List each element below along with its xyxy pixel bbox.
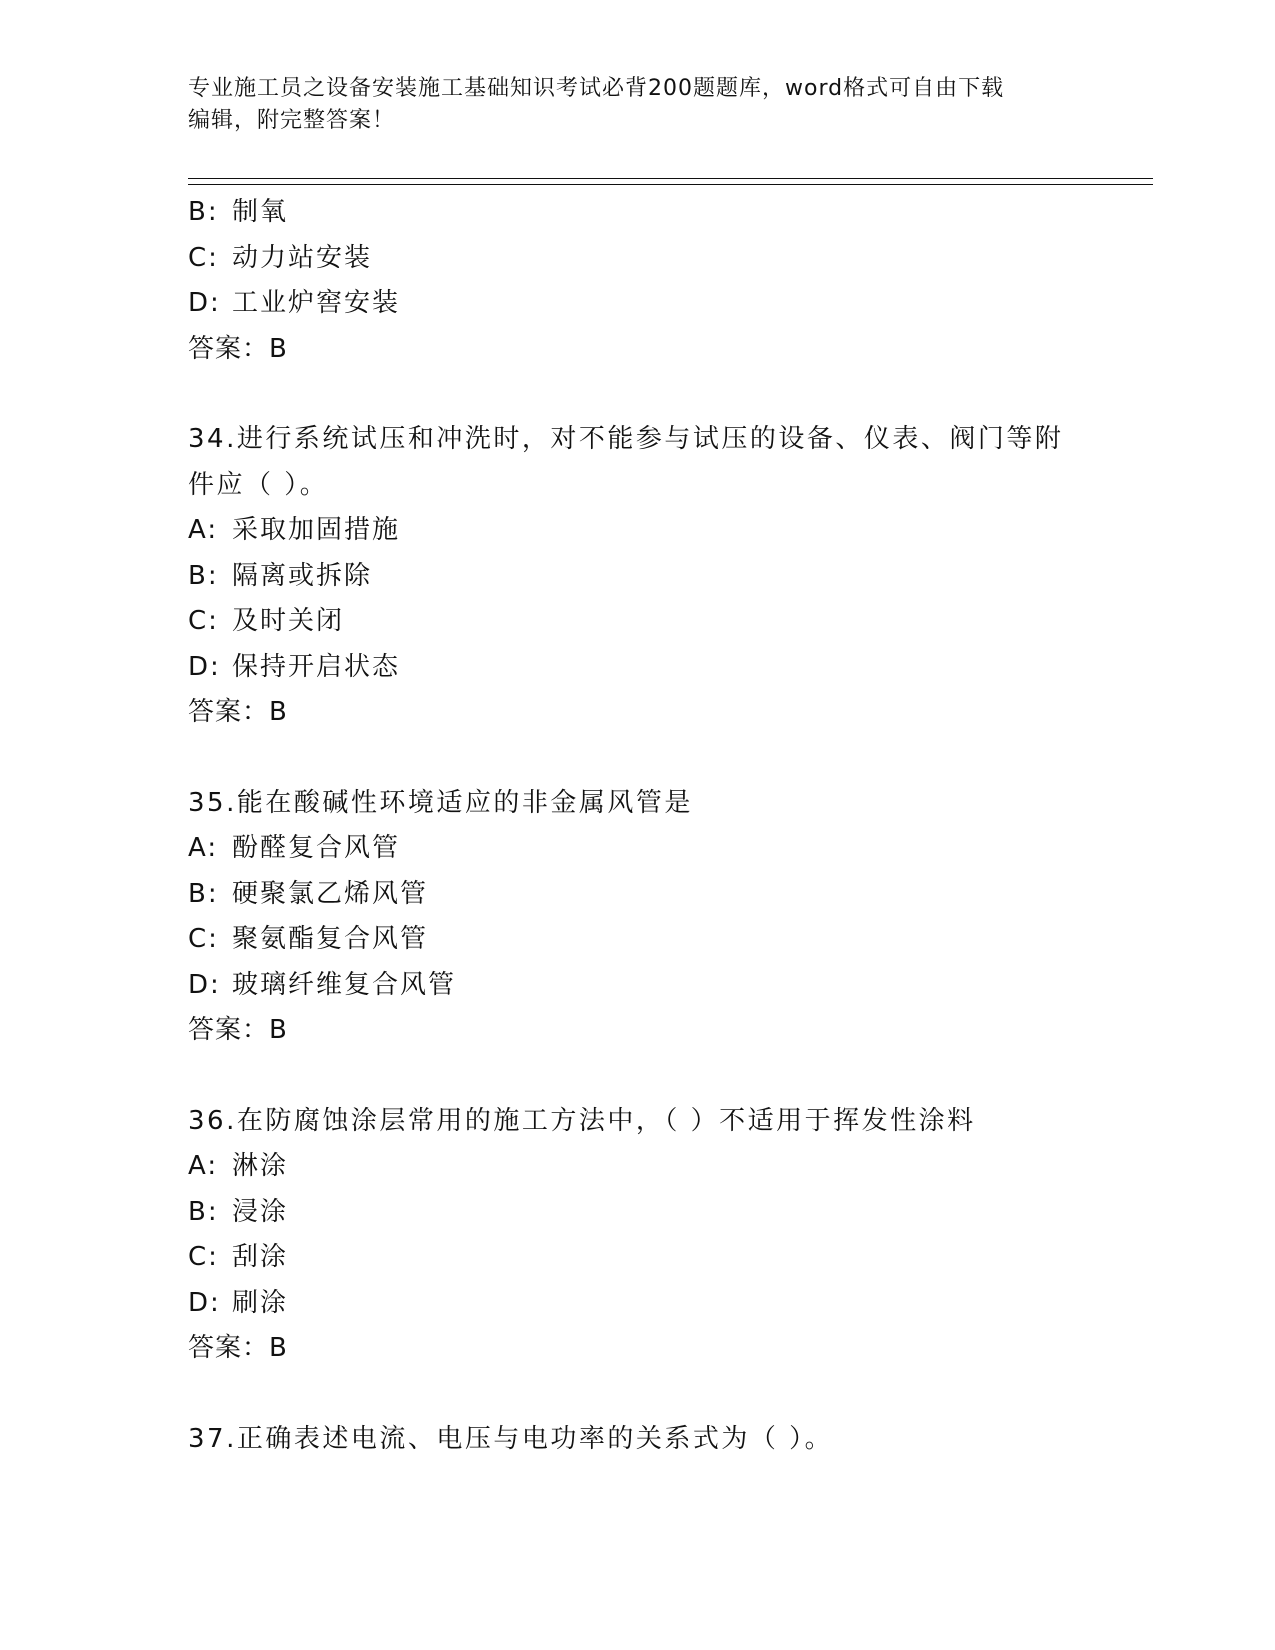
option-d: D: 保持开启状态	[188, 651, 401, 682]
question-36	[188, 1099, 1088, 1372]
option-c: C: 刮涂	[188, 1242, 289, 1272]
option-b: B: 隔离或拆除	[188, 560, 373, 591]
question-33-partial	[188, 190, 1088, 372]
header-divider	[188, 178, 1153, 185]
option-a: A: 采取加固措施	[188, 515, 401, 545]
answer: 答案：B	[188, 1333, 288, 1363]
answer: 答案：B	[188, 697, 288, 727]
answer: 答案：B	[188, 1015, 288, 1045]
page-header	[188, 73, 1068, 137]
header-title-line2: 编辑，附完整答案！	[188, 108, 396, 133]
question-37	[188, 1417, 1088, 1463]
option-b: B: 制氧	[188, 197, 289, 227]
question-stem: 36.在防腐蚀涂层常用的施工方法中，（ ）不适用于挥发性涂料	[188, 1105, 976, 1136]
option-c: C: 动力站安装	[188, 242, 373, 273]
question-stem-continued: 件应（ ）。	[188, 469, 329, 500]
header-title-line1: 专业施工员之设备安装施工基础知识考试必背200题题库，word格式可自由下载	[188, 76, 1005, 101]
question-list	[188, 190, 1088, 1462]
question-stem: 34.进行系统试压和冲洗时，对不能参与试压的设备、仪表、阀门等附	[188, 424, 1064, 454]
answer: 答案：B	[188, 333, 288, 364]
option-a: A: 酚醛复合风管	[188, 833, 401, 863]
question-stem: 37.正确表述电流、电压与电功率的关系式为（ ）。	[188, 1423, 834, 1454]
question-stem: 35.能在酸碱性环境适应的非金属风管是	[188, 787, 693, 818]
question-35	[188, 781, 1088, 1054]
option-b: B: 浸涂	[188, 1196, 289, 1227]
option-a: A: 淋涂	[188, 1151, 289, 1181]
option-b: B: 硬聚氯乙烯风管	[188, 878, 429, 909]
option-c: C: 聚氨酯复合风管	[188, 924, 429, 954]
option-c: C: 及时关闭	[188, 606, 345, 636]
option-d: D: 刷涂	[188, 1287, 289, 1318]
option-d: D: 玻璃纤维复合风管	[188, 969, 457, 1000]
option-d: D: 工业炉窖安装	[188, 288, 401, 318]
question-34	[188, 417, 1088, 736]
